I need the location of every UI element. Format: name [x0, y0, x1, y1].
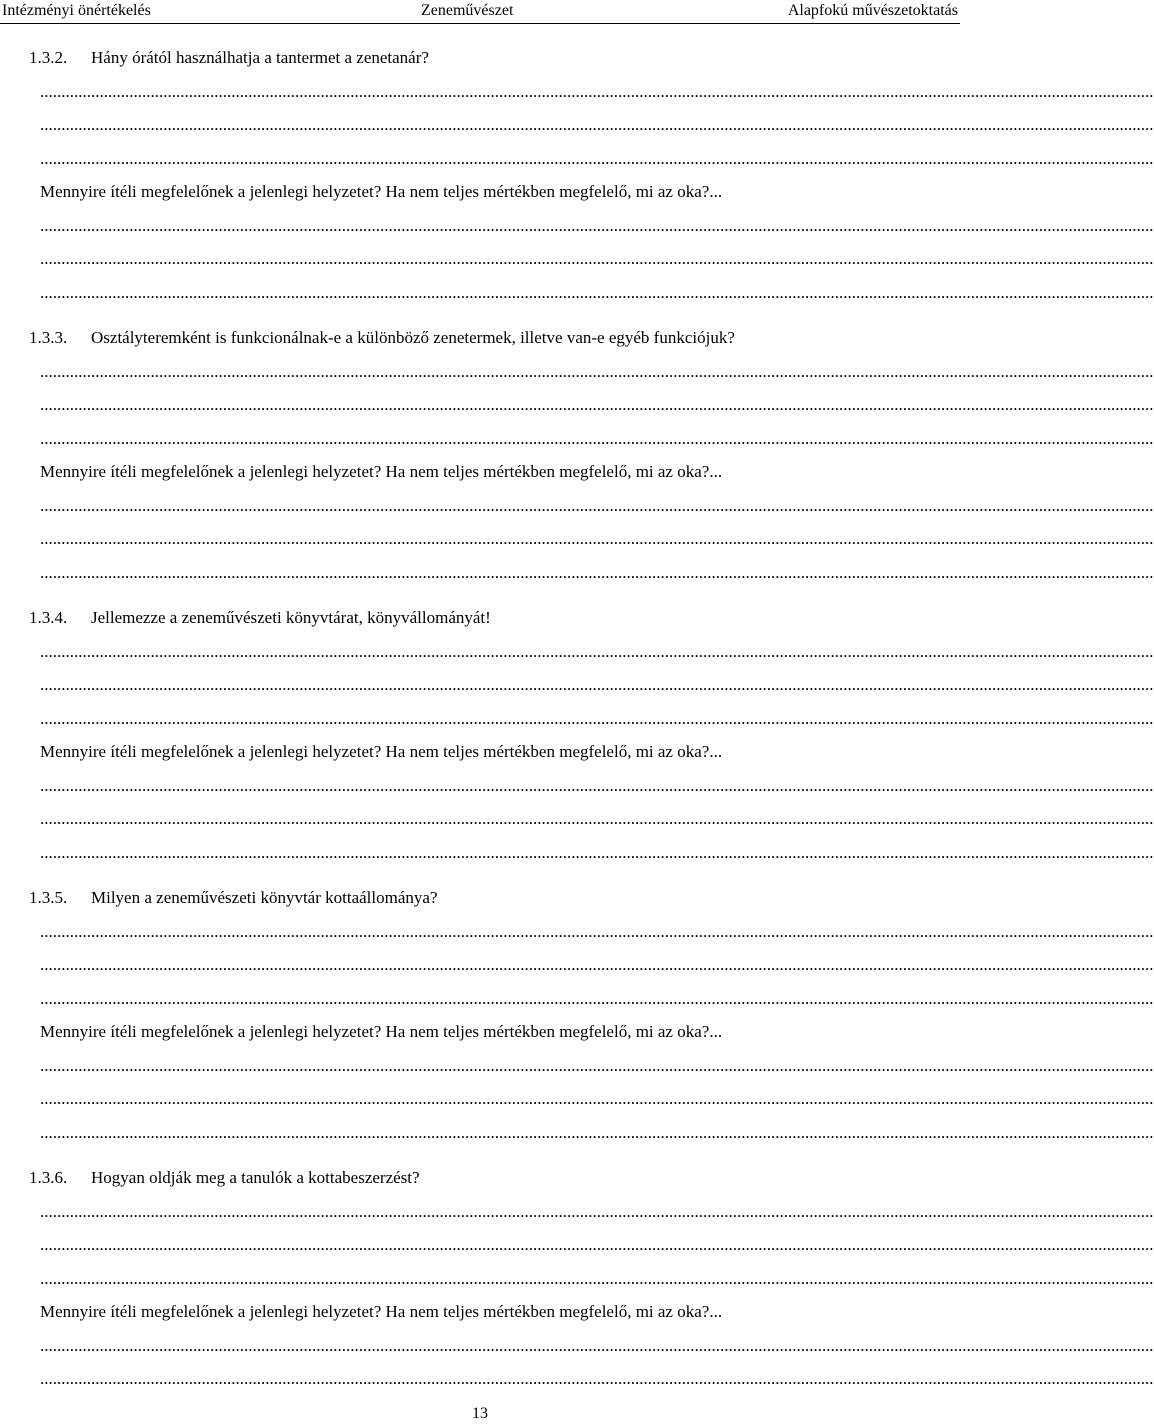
answer-line[interactable]: ......................................................................................................................................................................................................................................................................: [40, 989, 1154, 1008]
header-left: Intézményi önértékelés: [2, 2, 151, 19]
question-text: Osztályteremként is funkcionálnak-e a különböző zenetermek, illetve van-e egyéb funkciójuk?: [91, 328, 735, 347]
evaluation-prompt: Mennyire ítéli megfelelőnek a jelenlegi helyzetet? Ha nem teljes mértékben megfelelő, mi az oka?...: [40, 182, 723, 201]
page-number: 13: [472, 1405, 488, 1422]
answer-line[interactable]: ......................................................................................................................................................................................................................................................................: [40, 1202, 1154, 1221]
answer-line[interactable]: ......................................................................................................................................................................................................................................................................: [40, 1089, 1154, 1108]
answer-line[interactable]: ......................................................................................................................................................................................................................................................................: [40, 249, 1154, 268]
answer-line[interactable]: ......................................................................................................................................................................................................................................................................: [40, 149, 1154, 168]
answer-line[interactable]: ......................................................................................................................................................................................................................................................................: [40, 1056, 1154, 1075]
answer-line[interactable]: ......................................................................................................................................................................................................................................................................: [40, 563, 1154, 582]
answer-line[interactable]: ......................................................................................................................................................................................................................................................................: [40, 675, 1154, 694]
answer-line[interactable]: ......................................................................................................................................................................................................................................................................: [40, 1123, 1154, 1142]
page-header: [0, 0, 960, 24]
answer-line[interactable]: ......................................................................................................................................................................................................................................................................: [40, 709, 1154, 728]
question-text: Milyen a zeneművészeti könyvtár kottaállománya?: [91, 888, 438, 907]
question-number: 1.3.4.: [29, 608, 68, 627]
header-right: Alapfokú művészetoktatás: [787, 2, 958, 19]
answer-line[interactable]: ......................................................................................................................................................................................................................................................................: [40, 1336, 1154, 1355]
answer-line[interactable]: ......................................................................................................................................................................................................................................................................: [40, 529, 1154, 548]
answer-line[interactable]: ......................................................................................................................................................................................................................................................................: [40, 922, 1154, 941]
answer-line[interactable]: ......................................................................................................................................................................................................................................................................: [40, 843, 1154, 862]
question-text: Hány órától használhatja a tantermet a zenetanár?: [91, 48, 429, 67]
evaluation-prompt: Mennyire ítéli megfelelőnek a jelenlegi helyzetet? Ha nem teljes mértékben megfelelő, mi az oka?...: [40, 1302, 723, 1321]
answer-line[interactable]: ......................................................................................................................................................................................................................................................................: [40, 809, 1154, 828]
question-number: 1.3.3.: [29, 328, 68, 347]
question-number: 1.3.2.: [29, 48, 68, 67]
header-rule: [0, 23, 960, 24]
answer-line[interactable]: ......................................................................................................................................................................................................................................................................: [40, 1235, 1154, 1254]
question-number: 1.3.6.: [29, 1168, 68, 1187]
answer-line[interactable]: ......................................................................................................................................................................................................................................................................: [40, 362, 1154, 381]
answer-line[interactable]: ......................................................................................................................................................................................................................................................................: [40, 776, 1154, 795]
evaluation-prompt: Mennyire ítéli megfelelőnek a jelenlegi helyzetet? Ha nem teljes mértékben megfelelő, mi az oka?...: [40, 462, 723, 481]
question-text: Jellemezze a zeneművészeti könyvtárat, könyvállományát!: [91, 608, 491, 627]
question-number: 1.3.5.: [29, 888, 68, 907]
header-center: Zeneművészet: [421, 2, 514, 19]
answer-line[interactable]: ......................................................................................................................................................................................................................................................................: [40, 283, 1154, 302]
question-text: Hogyan oldják meg a tanulók a kottabeszerzést?: [91, 1168, 420, 1187]
answer-line[interactable]: ......................................................................................................................................................................................................................................................................: [40, 395, 1154, 414]
evaluation-prompt: Mennyire ítéli megfelelőnek a jelenlegi helyzetet? Ha nem teljes mértékben megfelelő, mi az oka?...: [40, 742, 723, 761]
answer-line[interactable]: ......................................................................................................................................................................................................................................................................: [40, 1269, 1154, 1288]
answer-line[interactable]: ......................................................................................................................................................................................................................................................................: [40, 429, 1154, 448]
answer-line[interactable]: ......................................................................................................................................................................................................................................................................: [40, 496, 1154, 515]
answer-line[interactable]: ......................................................................................................................................................................................................................................................................: [40, 955, 1154, 974]
answer-line[interactable]: ......................................................................................................................................................................................................................................................................: [40, 642, 1154, 661]
evaluation-prompt: Mennyire ítéli megfelelőnek a jelenlegi helyzetet? Ha nem teljes mértékben megfelelő, mi az oka?...: [40, 1022, 723, 1041]
answer-line[interactable]: ......................................................................................................................................................................................................................................................................: [40, 115, 1154, 134]
answer-line[interactable]: ......................................................................................................................................................................................................................................................................: [40, 216, 1154, 235]
answer-line[interactable]: ......................................................................................................................................................................................................................................................................: [40, 82, 1154, 101]
answer-line[interactable]: ......................................................................................................................................................................................................................................................................: [40, 1369, 1154, 1388]
